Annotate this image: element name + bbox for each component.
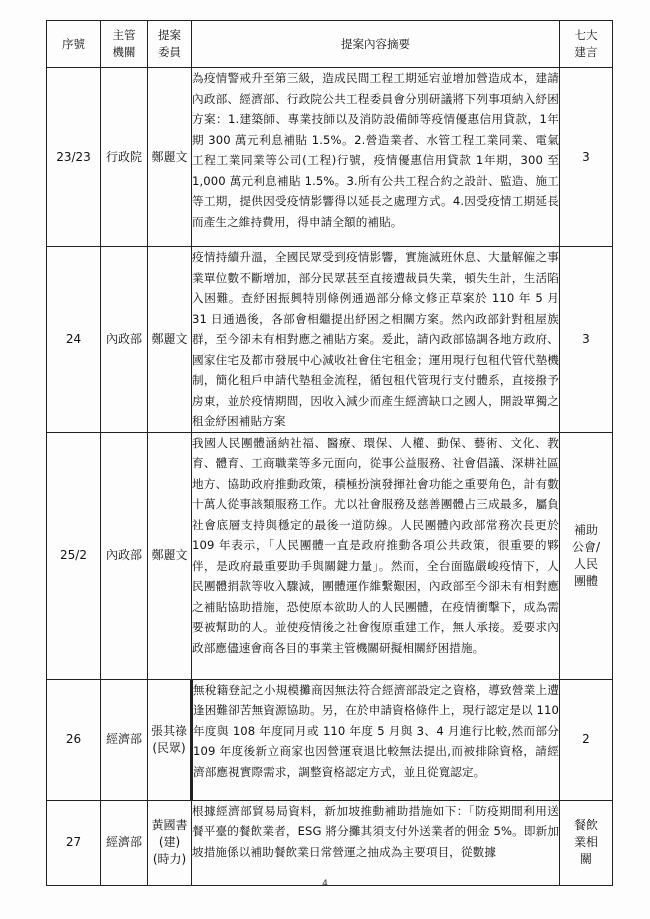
row-summary: 根據經濟部貿易局資料，新加坡推動補助措施如下：「防疫期間利用送餐平臺的餐飲業者，ESG 將分攤其須支付外送業者的佣金 5%。即新加坡措施係以補助餐飲業日常營運之抽成為主要項目，從數據	[192, 800, 560, 885]
row-proposer: 鄭麗文	[148, 247, 192, 433]
table-row	[47, 432, 613, 679]
page-number: 4	[322, 879, 328, 889]
row-agency: 內政部	[101, 247, 148, 433]
row-seq: 23/23	[47, 68, 101, 247]
table-row	[47, 247, 613, 433]
row-recommendation: 3	[560, 68, 613, 247]
proposal-table	[46, 20, 613, 886]
row-recommendation: 2	[560, 679, 613, 800]
row-seq: 27	[47, 800, 101, 885]
row-summary: 為疫情警戒升至第三級，造成民間工程工期延宕並增加營造成本，建請內政部、經濟部、行政院公共工程委員會分別研議將下列事項納入紓困方案：1.建築師、專業技師以及消防設備師等疫情優惠信用貸款，1年期 300 萬元利息補貼 1.5%。2.營造業者、水管工程工業同業、電氣工程工業同業等公司(工程)行號，疫情優惠信用貸款 1年期，300 至 1,000 萬元利息補貼 1.5%。3.所有公共工程合約之設計、監造、施工等工期，提供因受疫情影響得以延長之處理方式。4.因受疫情工期延長而產生之維持費用，得申請全額的補貼。	[192, 68, 560, 247]
row-seq: 25/2	[47, 432, 101, 679]
header-proposer: 提案 委員	[148, 21, 192, 68]
table-row	[47, 679, 613, 800]
row-recommendation: 3	[560, 247, 613, 433]
row-recommendation: 補助 公會/ 人民 團體	[560, 432, 613, 679]
header-seq: 序號	[47, 21, 101, 68]
header-recommendation: 七大 建言	[560, 21, 613, 68]
row-agency: 經濟部	[101, 800, 148, 885]
row-agency: 內政部	[101, 432, 148, 679]
header-agency: 主管 機關	[101, 21, 148, 68]
row-agency: 行政院	[101, 68, 148, 247]
row-agency: 經濟部	[101, 679, 148, 800]
row-summary: 我國人民團體涵納社福、醫療、環保、人權、動保、藝術、文化、教育、體育、工商職業等多元面向，從事公益服務、社會倡議、深耕社區地方、協助政府推動政策，積極扮演發揮社會功能之重要角色，計有數十萬人從事該類服務工作。尤以社會服務及慈善團體占三成最多，屬負社會底層支持與穩定的最後一道防線。人民團體內政部常務次長更於 109 年表示，「人民團體一直是政府推動各項公共政策，很重要的夥伴，是政府最重要助手與關鍵力量」。然而，全台面臨嚴峻疫情下，人民團體捐款等收入驟減，團體運作維繫艱困，內政部至今卻未有相對應之補貼協助措施，恐使原本欲助人的人民團體，在疫情衝擊下，成為需要被幫助的人。並使疫情後之社會復原重建工作，無人承接。爰要求內政部應儘速會商各目的事業主管機關研擬相關紓困措施。	[192, 432, 560, 679]
row-proposer: 張其祿 (民眾)	[148, 679, 192, 800]
table-header-row	[47, 21, 613, 68]
row-proposer: 黃國書 (建) (時力)	[148, 800, 192, 885]
row-seq: 24	[47, 247, 101, 433]
row-recommendation: 餐飲 業相 關	[560, 800, 613, 885]
header-summary: 提案內容摘要	[192, 21, 560, 68]
row-seq: 26	[47, 679, 101, 800]
row-proposer: 鄭麗文	[148, 432, 192, 679]
row-summary: 無稅籍登記之小規模攤商因無法符合經濟部設定之資格，導致營業上遭逢困難卻苦無資源協助。另，在於申請資格條件上，現行認定是以 110 年度與 108 年度同月或 110 年度 5 月與 3、4 月進行比較,然而部分 109 年度後新立商家也因營運衰退比較無法提出,而被排除資格，請經濟部應視實際需求，調整資格認定方式，並且從寬認定。	[192, 679, 560, 800]
table-row	[47, 68, 613, 247]
table-row	[47, 800, 613, 885]
row-summary: 疫情持續升溫，全國民眾受到疫情影響，實施滅班休息、大量解僱之事業單位數不斷增加，部分民眾甚至直接遭裁員失業，頓失生計，生活陷入困難。查紓困振興特別條例通過部分條文修正草案於 110 年 5 月 31 日通過後，各部會相繼提出紓困之相關方案。然內政部針對租屋族群，至今卻未有相對應之補貼方案。爰此，請內政部協調各地方政府、國家住宅及都市發展中心減收社會住宅租金；運用現行包租代管代墊機制，簡化租戶申請代墊租金流程，循包租代管現行支付體系，直接撥予房東，並於疫情期間，因收入減少而產生經濟缺口之國人，開設單獨之租金紓困補貼方案	[192, 247, 560, 433]
row-proposer: 鄭麗文	[148, 68, 192, 247]
